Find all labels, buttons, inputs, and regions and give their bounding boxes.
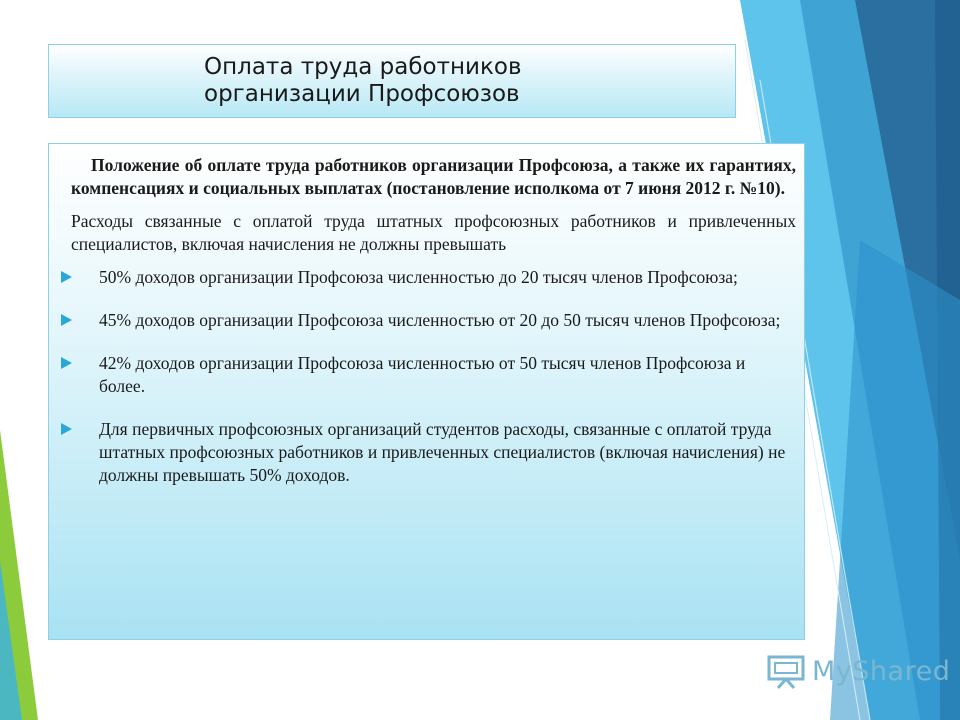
regulation-paragraph: Положение об оплате труда работников организации Профсоюза, а также их гарантиях, компенсациях и социальных выплатах (постановление исполкома от 7 июня 2012 г. №10). (71, 155, 796, 198)
watermark-logo (766, 653, 950, 689)
triangle-bullet-icon (61, 423, 72, 435)
list-item-text: Для первичных профсоюзных организаций студентов расходы, связанные с оплатой труда штатных профсоюзных работников и привлеченных специалистов (включая начисления) не должны превышать 50% доходов. (99, 419, 786, 485)
triangle-bullet-icon (61, 271, 72, 283)
list-item (71, 266, 789, 289)
limits-list (71, 266, 796, 487)
list-item-text: 45% доходов организации Профсоюза численностью от 20 до 50 тысяч членов Профсоюза; (99, 310, 781, 330)
list-item-text: 42% доходов организации Профсоюза численностью от 50 тысяч членов Профсоюза и более. (99, 353, 746, 396)
slide-title-box (48, 44, 736, 118)
list-item-text: 50% доходов организации Профсоюза численностью до 20 тысяч членов Профсоюза; (99, 267, 738, 287)
triangle-bullet-icon (61, 314, 72, 326)
presentation-board-icon (766, 653, 806, 689)
slide-title-line-1: Оплата труда работников (204, 54, 522, 80)
triangle-bullet-icon (61, 357, 72, 369)
list-item (71, 309, 789, 332)
slide-content-box (48, 143, 805, 640)
watermark-text: MyShared (812, 655, 951, 687)
list-item (71, 418, 789, 487)
expenses-paragraph: Расходы связанные с оплатой труда штатных профсоюзных работников и привлеченных специалистов, включая начисления не должны превышать (71, 211, 796, 254)
slide-title-line-2: организации Профсоюзов (204, 81, 520, 107)
list-item (71, 352, 789, 398)
